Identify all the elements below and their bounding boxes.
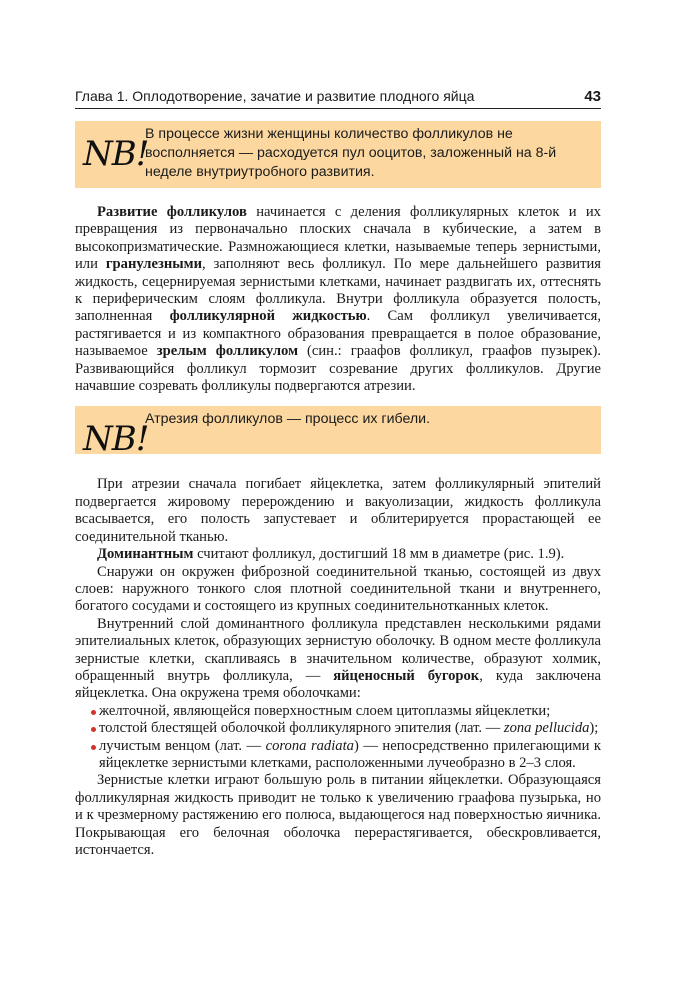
text-block-1 xyxy=(75,204,601,395)
chapter-title: Глава 1. Оплодотворение, зачатие и развитие плодного яйца xyxy=(75,88,475,104)
text-run: . Сам фолликул увеличивается, растягивается и из компактного образования превращается в полое образование, называемое xyxy=(75,308,601,360)
text-run: Внутренний слой доминантного фолликула представлен несколькими рядами эпителиальных клеток, образующих зернистую оболочку. В одном месте фолликула зернистые клетки, скапливаясь в значительном количестве, образуют холмик, обращенный внутрь фолликула, — xyxy=(75,615,601,684)
latin-term: corona radiata xyxy=(265,737,354,754)
nb-logo: NB! xyxy=(83,419,149,460)
term-granulosa: гранулезными xyxy=(105,256,202,273)
paragraph-outer-layers: Снаружи он окружен фиброзной соединительной тканью, состоящей из двух слоев: наружного тонкого слоя плотной соединительной ткани и внутреннего, богатого сосудами и состоящего из крупных соединительнотканных клеток. xyxy=(75,563,601,615)
text-run: лучистым венцом (лат. — xyxy=(99,737,266,754)
nb-logo: NB! xyxy=(83,134,149,174)
term-mature-follicle: зрелым фолликулом xyxy=(156,343,299,360)
bullet-icon xyxy=(91,745,96,750)
term-follicular-fluid: фолликулярной жидкостью xyxy=(169,308,367,325)
paragraph-atresia: При атрезии сначала погибает яйцеклетка, затем фолликулярный эпителий подвергается жировому перерождению и вакуолизации, жидкость фолликула всасывается, его полость запустевает и облитерируется прорастающей ее соединительной тканью. xyxy=(75,476,601,545)
paragraph-inner-layer xyxy=(75,616,601,703)
list-item xyxy=(99,703,601,720)
term-cumulus: яйценосный бугорок xyxy=(333,667,480,684)
text-run: (син.: граафов фолликул, граафов пузырек). Развивающийся фолликул тормозит созревание других фолликулов. Другие начавшие созревать фолликулы подвергаются атрезии. xyxy=(75,343,601,395)
term-follicle-development: Развитие фолликулов xyxy=(97,204,247,220)
text-run: считают фолликул, достигший 18 мм в диаметре (рис. 1.9). xyxy=(193,546,565,563)
text-run: ); xyxy=(589,720,599,737)
text-run: , заполняют весь фолликул. По мере дальнейшего развития жидкость, сецернируемая зернистыми клетками, начинает раздвигать их, оттеснять к периферическим слоям фолликула. Внутри фолликула образуется полость, заполненная xyxy=(75,256,601,325)
text-block-2 xyxy=(75,476,601,859)
membranes-list xyxy=(75,703,601,773)
paragraph-granulosa-role: Зернистые клетки играют большую роль в питании яйцеклетки. Образующаяся фолликулярная жидкость приводит не только к увеличению граафова пузырька, но и к чрезмерному растяжению его полюса, выдающегося над поверхностью яичника. Покрывающая его белочная оболочка перерастягивается, обескровливается, истончается. xyxy=(75,772,601,858)
paragraph-follicle-development xyxy=(75,204,601,395)
paragraph-dominant xyxy=(75,546,601,563)
nb-callout-1-text: В процессе жизни женщины количество фолликулов не восполняется — расходуется пул ооцитов, заложенный на 8-й неделе внутриутробного развития. xyxy=(145,126,557,180)
nb-callout-2 xyxy=(75,406,601,460)
text-run: толстой блестящей оболочкой фолликулярного эпителия (лат. — xyxy=(99,720,504,737)
bullet-icon xyxy=(91,710,96,715)
text-run: желточной, являющейся поверхностным слоем цитоплазмы яйцеклетки; xyxy=(99,702,551,719)
bullet-icon xyxy=(91,727,96,732)
nb-callout-2-text: Атрезия фолликулов — процесс их гибели. xyxy=(145,411,431,428)
nb-callout-1 xyxy=(75,121,601,188)
term-dominant: Доминантным xyxy=(97,546,194,563)
list-item xyxy=(99,738,601,773)
latin-term: zona pellucida xyxy=(503,720,590,737)
list-item xyxy=(99,720,601,737)
running-header xyxy=(75,88,601,109)
text-run: начинается с деления фолликулярных клеток и их превращения из первоначально плоских сначала в кубические, а затем в высокопризматические. Размножающиеся клетки, называемые теперь зернистыми, или xyxy=(75,204,601,273)
text-run: ) — непосредственно прилегающими к яйцеклетке зернистыми клетками, расположенными лучеобразно в 2–3 слоя. xyxy=(99,737,601,771)
text-run: , куда заключена яйцеклетка. Она окружена тремя оболочками: xyxy=(75,667,602,702)
page xyxy=(75,88,601,859)
page-number: 43 xyxy=(584,88,601,105)
